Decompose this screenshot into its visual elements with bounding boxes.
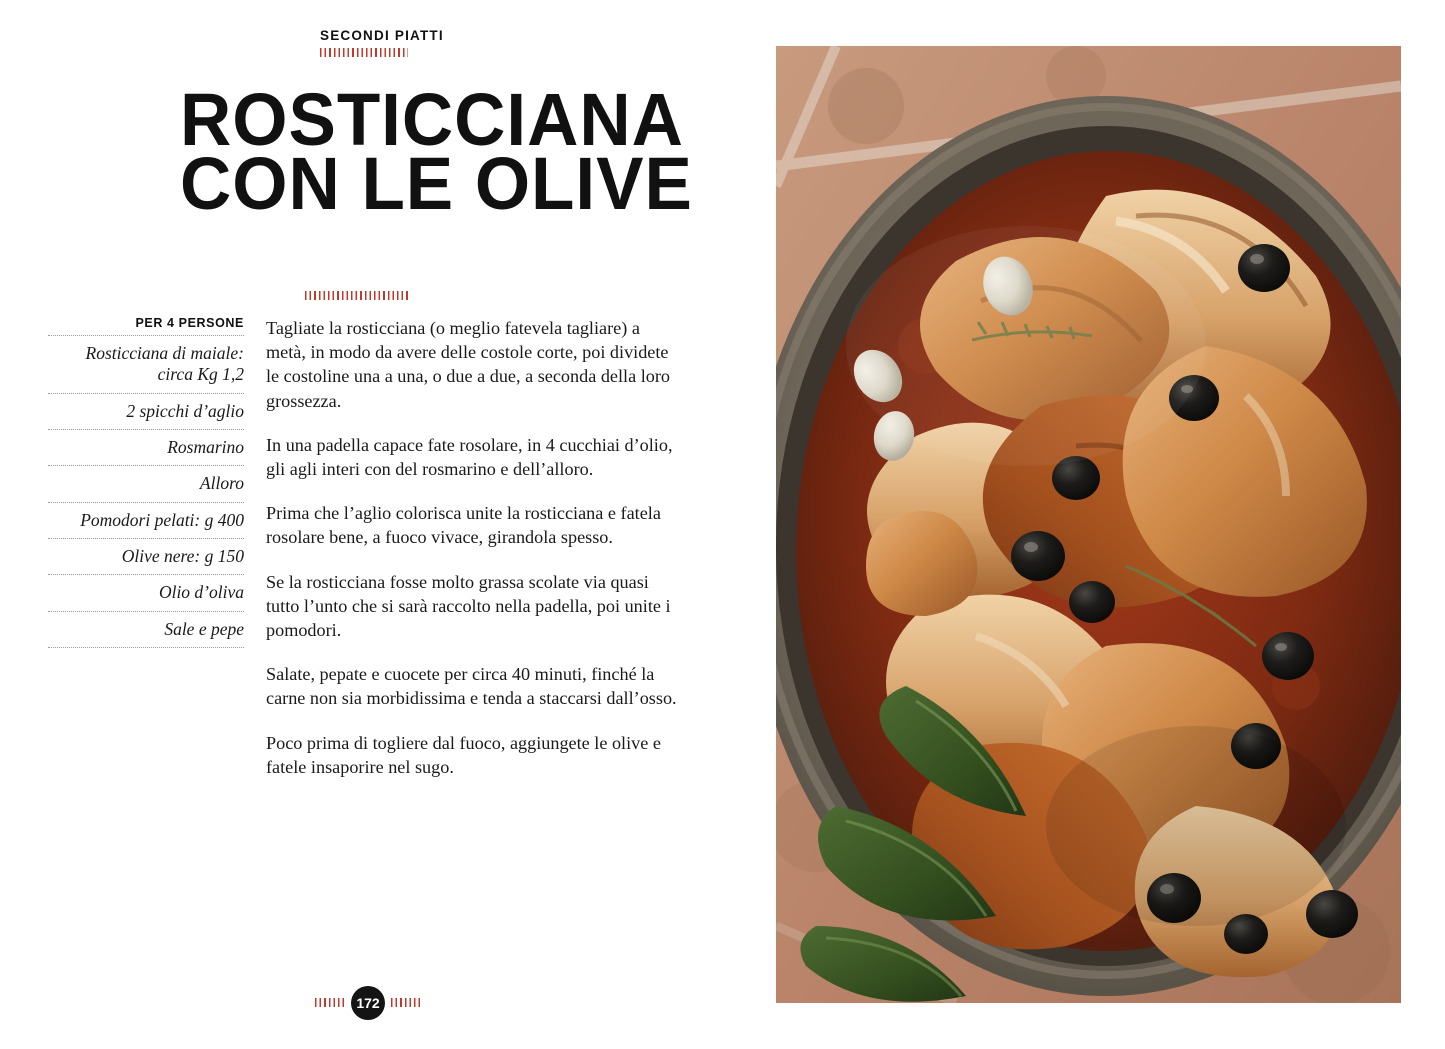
section-kicker: SECONDI PIATTI bbox=[320, 28, 444, 43]
list-item: Sale e pepe bbox=[164, 618, 244, 639]
title-line-1: ROSTICCIANA bbox=[180, 78, 684, 161]
method-paragraph: Salate, pepate e cuocete per circa 40 minuti, finché la carne non sia morbidissima e tenda a staccarsi dall’osso. bbox=[266, 664, 677, 709]
method-text bbox=[266, 316, 684, 779]
folio-rule-right bbox=[391, 998, 421, 1007]
ingredients-heading: PER 4 PERSONE bbox=[135, 316, 244, 330]
list-item: Rosticciana di maiale: circa Kg 1,2 bbox=[85, 343, 244, 385]
method-paragraph: Prima che l’aglio colorisca unite la rosticciana e fatela rosolare bene, a fuoco vivace, girandola spesso. bbox=[266, 503, 661, 548]
method-paragraph: Se la rosticciana fosse molto grassa scolate via quasi tutto l’unto che si sarà raccolto nella padella, poi unite i pomodori. bbox=[266, 571, 671, 641]
kicker-decorative-rule bbox=[320, 48, 408, 57]
page-title bbox=[180, 78, 718, 225]
page-number: 172 bbox=[351, 986, 385, 1020]
list-item: Olio d’oliva bbox=[158, 582, 244, 603]
method-paragraph: Poco prima di togliere dal fuoco, aggiungete le olive e fatele insaporire nel sugo. bbox=[266, 732, 661, 777]
ingredients-list bbox=[48, 316, 244, 648]
page-folio bbox=[315, 986, 421, 1020]
list-item: Rosmarino bbox=[167, 437, 244, 458]
folio-rule-left bbox=[315, 998, 345, 1007]
list-item: Pomodori pelati: g 400 bbox=[80, 509, 244, 530]
ingredient-divider bbox=[48, 647, 244, 648]
title-divider-rule bbox=[305, 291, 409, 300]
list-item: Alloro bbox=[199, 473, 244, 494]
method-paragraph: Tagliate la rosticciana (o meglio fatevela tagliare) a metà, in modo da avere delle costole corte, poi dividete le costoline una a una, o due a due, a seconda della loro grossezza. bbox=[266, 318, 671, 411]
list-item: Olive nere: g 150 bbox=[121, 546, 244, 567]
list-item: 2 spicchi d’aglio bbox=[126, 400, 244, 421]
method-paragraph: In una padella capace fate rosolare, in 4 cucchiai d’olio, gli agli interi con del rosmarino e dell’alloro. bbox=[266, 434, 673, 480]
recipe-photo bbox=[776, 46, 1401, 1003]
title-line-2: CON LE OLIVE bbox=[180, 141, 693, 225]
